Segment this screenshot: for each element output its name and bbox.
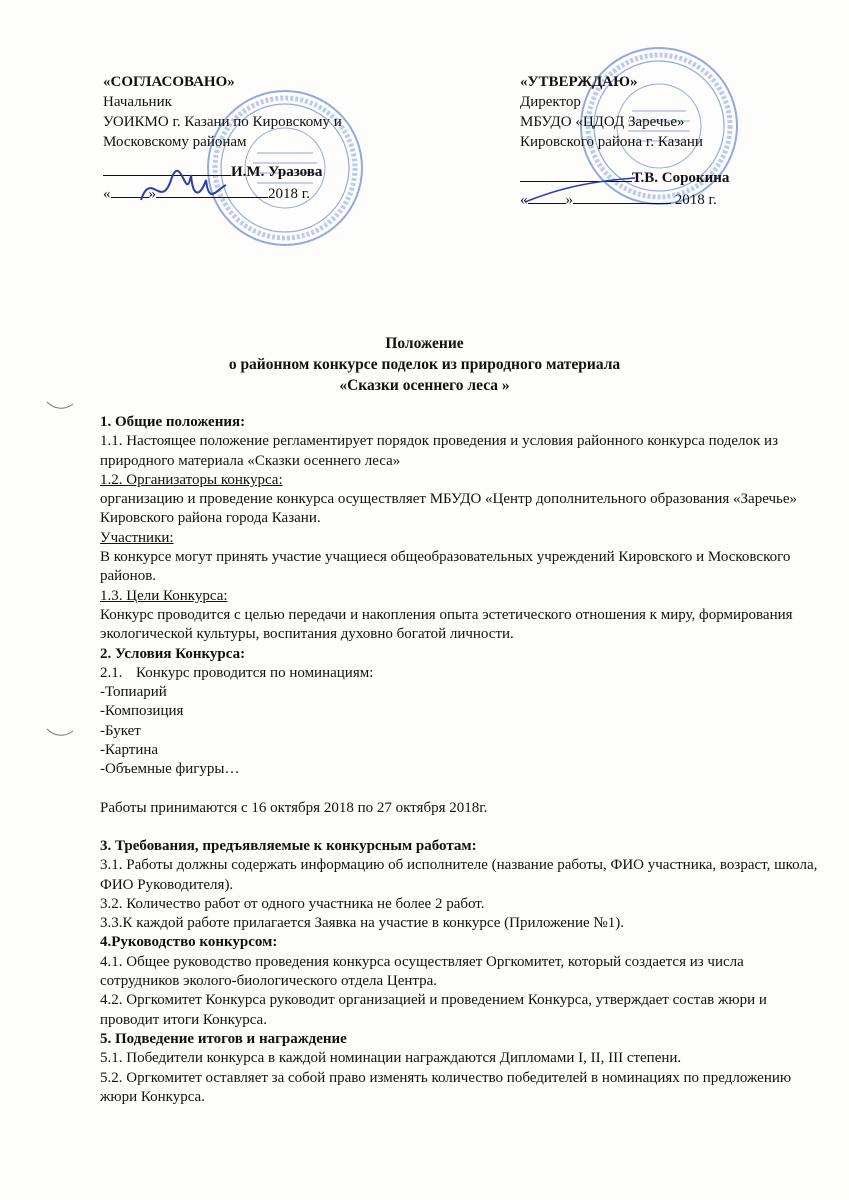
approved-signer-name: Т.В. Сорокина — [632, 170, 730, 186]
section-3-1: 3.1. Работы должны содержать информацию об исполнителе (название работы, ФИО участника, возраст, школа, ФИО Руководителя). — [100, 857, 818, 893]
section-1-heading: 1. Общие положения: — [100, 414, 246, 430]
agreed-signer-name: И.М. Уразова — [231, 164, 323, 180]
agreed-heading: «СОГЛАСОВАНО» — [103, 74, 235, 90]
section-1-3-heading: 1.3. Цели Конкурса: — [100, 587, 228, 604]
approved-position: Директор — [520, 94, 581, 110]
agreed-date-line: « » 2018 г. — [103, 182, 403, 204]
section-3-3: 3.3.К каждой работе прилагается Заявка на участие в конкурсе (Приложение №1). — [100, 915, 624, 932]
document-body — [100, 413, 820, 1107]
section-5-heading: 5. Подведение итогов и награждение — [100, 1030, 347, 1047]
title-line-3: «Сказки осеннего леса » — [339, 377, 510, 394]
participants-text: В конкурсе могут принять участие учащиеся общеобразовательных учреждений Кировского и Московского районов. — [100, 549, 791, 585]
section-2-heading: 2. Условия Конкурса: — [100, 645, 246, 662]
participants-heading: Участники: — [100, 529, 174, 546]
section-3-heading: 3. Требования, предъявляемые к конкурсным работам: — [100, 837, 477, 854]
signature-right — [520, 172, 640, 212]
nomination-item: -Композиция — [100, 703, 184, 720]
section-1-2-heading: 1.2. Организаторы конкурса: — [100, 471, 283, 488]
section-4-2: 4.2. Оргкомитет Конкурса руководит организацией и проведением Конкурса, утверждает состав жюри и проводит итоги Конкурса. — [100, 992, 767, 1028]
submission-dates: Работы принимаются с 16 октября 2018 по 27 октября 2018г. — [100, 799, 488, 816]
document-title — [0, 333, 849, 396]
approval-block-approved — [520, 72, 780, 210]
section-2-1: 2.1. Конкурс проводится по номинациям: — [100, 664, 374, 681]
scan-mark — [45, 398, 75, 412]
section-5-1: 5.1. Победители конкурса в каждой номинации награждаются Дипломами I, II, III степени. — [100, 1050, 682, 1067]
approval-block-agreed — [103, 72, 403, 204]
scan-mark — [45, 725, 75, 739]
title-line-2: о районном конкурсе поделок из природного материала — [228, 356, 621, 373]
agreed-organization: УОИКМО г. Казани по Кировскому и — [103, 114, 342, 130]
agreed-district: Московскому районам — [103, 134, 247, 150]
nomination-item: -Объемные фигуры… — [100, 761, 240, 778]
section-4-1: 4.1. Общее руководство проведения конкурса осуществляет Оргкомитет, который создается из числа сотрудников эколого-биологического отдела Центра. — [100, 953, 744, 990]
nomination-item: -Топиарий — [100, 684, 167, 701]
section-1-1: 1.1. Настоящее положение регламентирует порядок проведения и условия районного конкурса поделок из природного материала «Сказки осеннего леса» — [100, 433, 778, 469]
section-5-2: 5.2. Оргкомитет оставляет за собой право изменять количество победителей в номинациях по предложению жюри Конкурса. — [100, 1069, 792, 1105]
signature-left — [131, 160, 231, 220]
nomination-item: -Картина — [100, 742, 159, 759]
section-1-2-text: организацию и проведение конкурса осуществляет МБУДО «Центр дополнительного образования «Заречье» Кировского района города Казани. — [100, 491, 798, 527]
section-3-2: 3.2. Количество работ от одного участника не более 2 работ. — [100, 895, 485, 912]
title-line-1: Положение — [385, 335, 464, 352]
section-4-heading: 4.Руководство конкурсом: — [100, 934, 278, 951]
agreed-position: Начальник — [103, 94, 172, 110]
approved-organization: МБУДО «ЦДОД Заречье» — [520, 114, 685, 130]
approved-date-line: « » 2018 г. — [520, 188, 780, 210]
approved-district: Кировского района г. Казани — [520, 134, 703, 150]
approved-heading: «УТВЕРЖДАЮ» — [520, 74, 638, 90]
nomination-item: -Букет — [100, 722, 141, 739]
section-1-3-text: Конкурс проводится с целью передачи и накопления опыта эстетического отношения к миру, формирования экологической культуры, воспитания духовно богатой личности. — [100, 606, 793, 643]
